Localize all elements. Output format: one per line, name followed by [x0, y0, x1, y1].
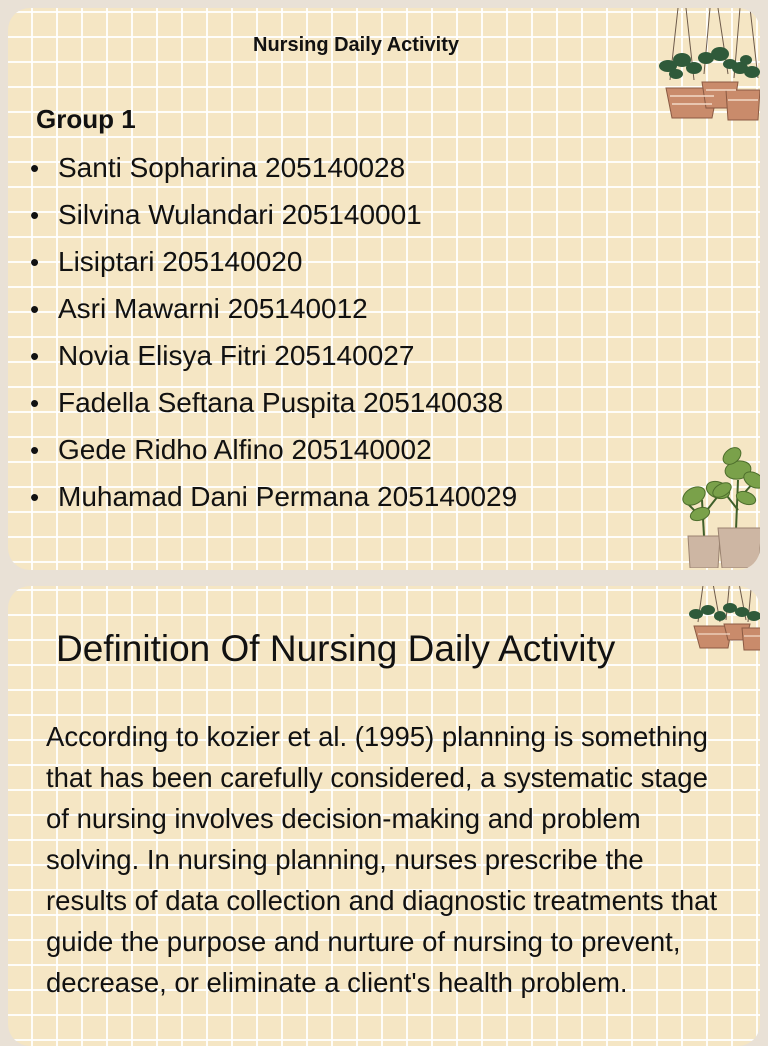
bullet-icon: •: [30, 388, 40, 418]
list-item: [28, 148, 517, 195]
potted-plants-icon: [674, 440, 760, 568]
bullet-icon: •: [30, 482, 40, 512]
hanging-plants-icon: [684, 586, 760, 658]
bullet-icon: •: [30, 153, 40, 183]
list-item: [28, 477, 517, 524]
group-heading: Group 1: [36, 104, 136, 134]
member-name: Gede Ridho Alfino 205140002: [58, 434, 432, 465]
member-name: Asri Mawarni 205140012: [58, 293, 368, 324]
member-name: Novia Elisya Fitri 205140027: [58, 340, 415, 371]
list-item: [28, 195, 517, 242]
slide-title: Definition Of Nursing Daily Activity: [56, 628, 616, 669]
bullet-icon: •: [30, 200, 40, 230]
bullet-icon: •: [30, 294, 40, 324]
list-item: [28, 336, 517, 383]
bullet-icon: •: [30, 341, 40, 371]
list-item: [28, 383, 517, 430]
member-name: Silvina Wulandari 205140001: [58, 199, 422, 230]
definition-paragraph: According to kozier et al. (1995) planning is something that has been carefully considered, a systematic stage of nursing involves decision-making and problem solving. In nursing planning, nurses prescribe the results of data collection and diagnostic treatments that guide the purpose and nurture of nursing to prevent, decrease, or eliminate a client's health problem.: [46, 721, 718, 998]
list-item: [28, 430, 517, 477]
slide-title: Nursing Daily Activity: [253, 34, 459, 56]
list-item: [28, 242, 517, 289]
list-item: [28, 289, 517, 336]
member-name: Muhamad Dani Permana 205140029: [58, 481, 518, 512]
member-name: Lisiptari 205140020: [58, 246, 303, 277]
member-name: Santi Sopharina 205140028: [58, 152, 406, 183]
bullet-icon: •: [30, 435, 40, 465]
member-list: [28, 148, 517, 524]
bullet-icon: •: [30, 247, 40, 277]
slide-group-members: [8, 8, 760, 570]
hanging-plants-icon: [648, 8, 760, 126]
member-name: Fadella Seftana Puspita 205140038: [58, 387, 504, 418]
slide-definition: [8, 586, 760, 1046]
